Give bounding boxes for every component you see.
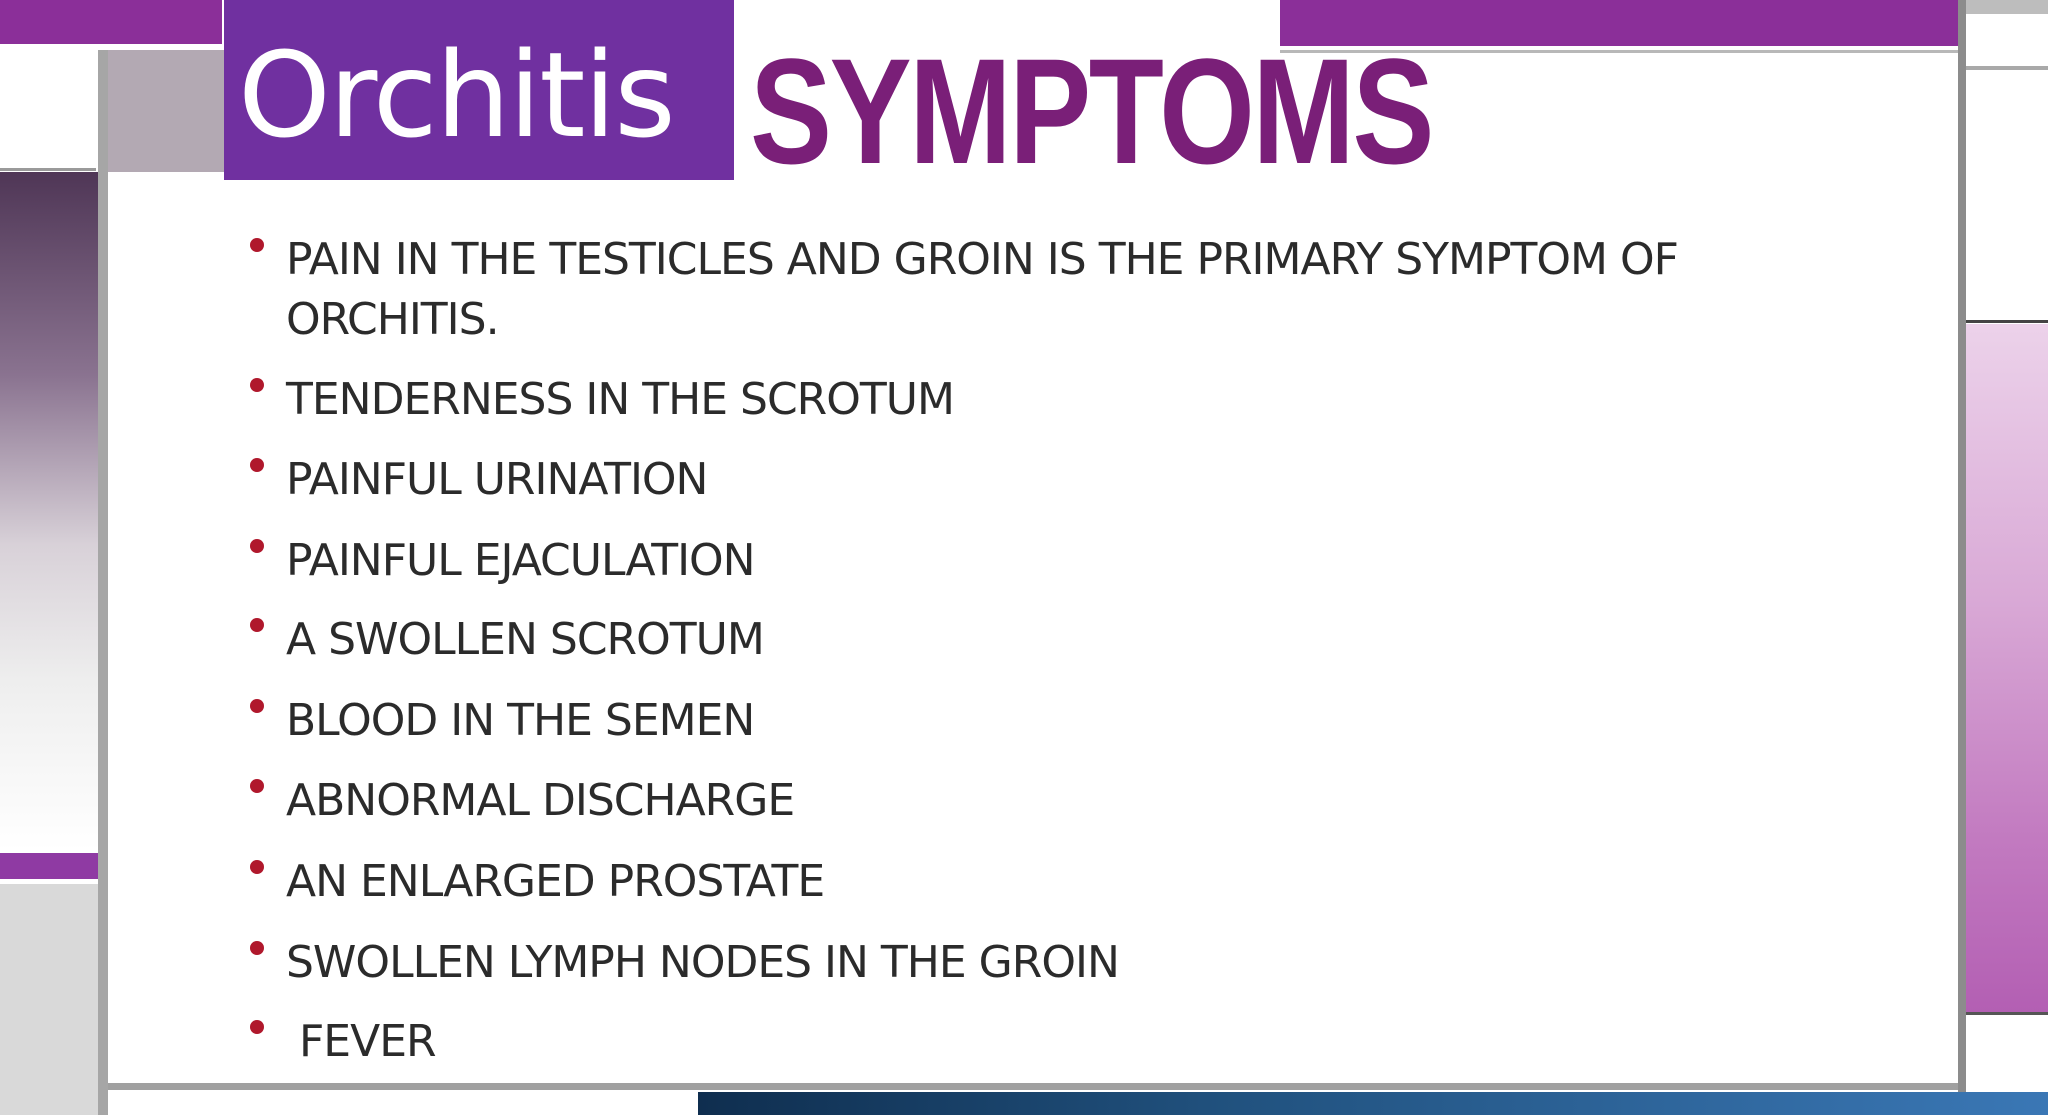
list-item-text: SWOLLEN LYMPH NODES IN THE GROIN [286, 937, 1119, 988]
decorative-top-left-bar [0, 0, 222, 44]
decorative-gray-square [108, 50, 224, 172]
bullet-icon [250, 618, 264, 632]
decorative-corner-bar [1965, 0, 2048, 14]
list-item-text: PAINFUL EJACULATION [286, 535, 755, 586]
decorative-left-lower [0, 884, 98, 1115]
bullet-icon [250, 458, 264, 472]
bullet-icon [250, 1020, 264, 1034]
decorative-right-rule [1958, 0, 1966, 1115]
list-item-text: FEVER [286, 1016, 436, 1067]
decorative-bottom-rule [108, 1083, 1958, 1090]
bullet-icon [250, 378, 264, 392]
bullet-icon [250, 779, 264, 793]
slide-heading: SYMPTOMS [750, 27, 1432, 195]
bullet-icon [250, 539, 264, 553]
decorative-right-gradient [1966, 324, 2048, 1012]
list-item-text: BLOOD IN THE SEMEN [286, 695, 755, 746]
decorative-right-top [1966, 70, 2048, 323]
bullet-icon [250, 860, 264, 874]
list-item-text: PAIN IN THE TESTICLES AND GROIN IS THE PRIMARY SYMPTOM OF ORCHITIS. [286, 234, 1678, 345]
bullet-icon [250, 941, 264, 955]
list-item-text: A SWOLLEN SCROTUM [286, 614, 764, 665]
decorative-left-box [0, 50, 96, 171]
list-item-text: AN ENLARGED PROSTATE [286, 856, 825, 907]
list-item-text: ABNORMAL DISCHARGE [286, 775, 795, 826]
list-item-text: TENDERNESS IN THE SCROTUM [286, 374, 954, 425]
decorative-bottom-bar [698, 1092, 2048, 1115]
bullet-icon [250, 238, 264, 252]
slide-title: Orchitis [238, 26, 674, 164]
decorative-left-gradient [0, 172, 98, 850]
decorative-left-stripe [0, 853, 98, 879]
list-item-text: PAINFUL URINATION [286, 454, 708, 505]
bullet-icon [250, 699, 264, 713]
decorative-left-rule [98, 50, 108, 1115]
